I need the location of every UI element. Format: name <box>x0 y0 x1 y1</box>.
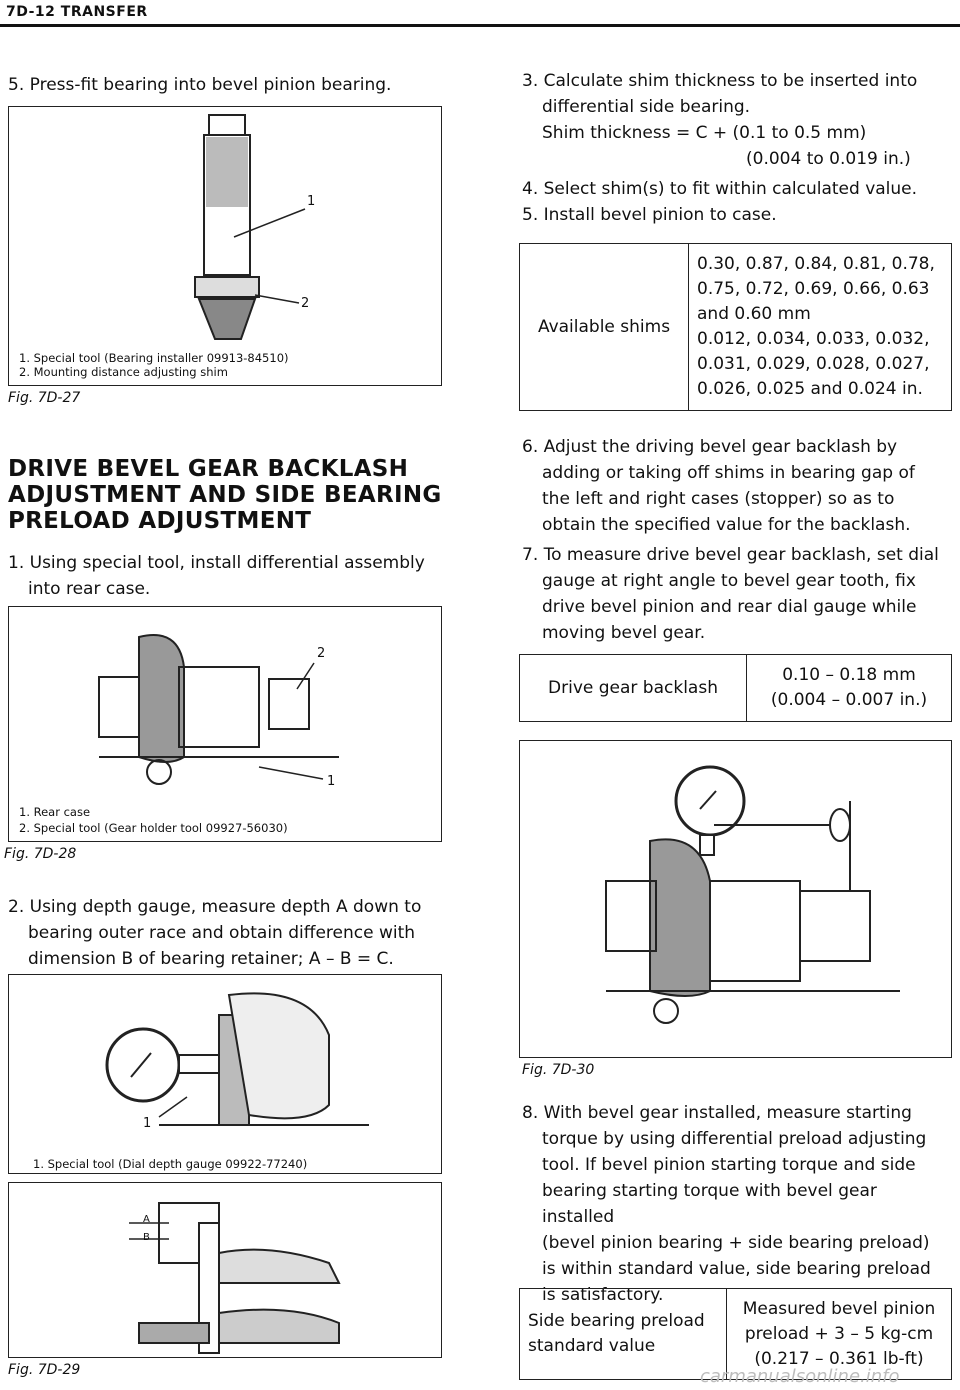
step-3-line-1: 3. Calculate shim thickness to be inserted into <box>522 71 918 91</box>
section-heading-line-3: PRELOAD ADJUSTMENT <box>8 508 312 534</box>
step-5-install-pinion: 5. Install bevel pinion to case. <box>522 205 777 225</box>
callout-2: 2 <box>301 296 310 311</box>
preload-value-line-3: (0.217 – 0.361 lb-ft) <box>754 1348 924 1369</box>
available-shims-table <box>519 243 952 411</box>
step-8-line-5: (bevel pinion bearing + side bearing preload) <box>542 1233 930 1253</box>
drive-gear-backlash-table <box>519 654 952 722</box>
step-8-line-1: 8. With bevel gear installed, measure starting <box>522 1103 912 1123</box>
step-6-line-2: adding or taking off shims in bearing gap of <box>542 463 915 483</box>
step-2-line-3: dimension B of bearing retainer; A – B = C. <box>28 949 394 969</box>
figure-label-7d-27: Fig. 7D-27 <box>8 390 81 406</box>
dimension-b: B <box>143 1232 150 1243</box>
step-5-press-fit: 5. Press-fit bearing into bevel pinion bearing. <box>8 75 392 95</box>
shim-values-line-2: 0.75, 0.72, 0.69, 0.66, 0.63 <box>697 279 930 299</box>
bearing-retainer-section-illustration <box>9 1183 443 1359</box>
dial-depth-gauge-illustration <box>9 975 443 1175</box>
step-2-line-1: 2. Using depth gauge, measure depth A down to <box>8 897 422 917</box>
step-4-select-shims: 4. Select shim(s) to fit within calculated value. <box>522 179 918 199</box>
step-1-line-1: 1. Using special tool, install differential assembly <box>8 553 425 573</box>
preload-label <box>520 1289 727 1380</box>
backlash-value-in: (0.004 – 0.007 in.) <box>770 690 928 710</box>
callout-2: 2 <box>317 646 326 661</box>
step-3-line-3: Shim thickness = C + (0.1 to 0.5 mm) <box>542 123 867 143</box>
step-7-line-4: moving bevel gear. <box>542 623 706 643</box>
figure-7d-28 <box>8 606 442 842</box>
step-8-line-6: is within standard value, side bearing preload <box>542 1259 931 1279</box>
step-2-line-2: bearing outer race and obtain difference with <box>28 923 416 943</box>
shim-values-line-3: and 0.60 mm <box>697 304 811 324</box>
step-3-line-2: differential side bearing. <box>542 97 751 117</box>
callout-1: 1 <box>327 774 336 789</box>
step-6-line-4: obtain the specified value for the backlash. <box>542 515 911 535</box>
preload-value-line-1: Measured bevel pinion <box>742 1298 936 1319</box>
legend-item-2: 2. Special tool (Gear holder tool 09927-56030) <box>19 821 288 835</box>
figure-label-7d-29: Fig. 7D-29 <box>8 1362 81 1378</box>
legend-item-1: 1. Rear case <box>19 805 91 819</box>
figure-7d-29 <box>8 1182 442 1358</box>
step-7-line-2: gauge at right angle to bevel gear tooth, fix <box>542 571 916 591</box>
legend-item-1: 1. Special tool (Bearing installer 09913-84510) <box>19 351 289 365</box>
legend-item-2: 2. Mounting distance adjusting shim <box>19 365 228 379</box>
dimension-a: A <box>143 1214 150 1225</box>
available-shims-values <box>689 244 952 411</box>
available-shims-label: Available shims <box>520 244 689 411</box>
step-1-install-differential <box>8 550 448 602</box>
shim-values-line-1: 0.30, 0.87, 0.84, 0.81, 0.78, <box>697 254 935 274</box>
watermark: carmanualsonline.info <box>700 1366 900 1387</box>
section-heading-line-2: ADJUSTMENT AND SIDE BEARING <box>8 482 442 508</box>
step-8-line-2: torque by using differential preload adjusting <box>542 1129 927 1149</box>
step-7-measure-backlash <box>522 542 954 646</box>
preload-label-line-2: standard value <box>528 1336 656 1356</box>
header-rule <box>0 24 960 27</box>
step-8-line-4: bearing starting torque with bevel gear installed <box>542 1181 877 1227</box>
step-8-starting-torque <box>522 1100 954 1308</box>
step-3-line-4: (0.004 to 0.019 in.) <box>746 149 911 169</box>
figure-7d-30 <box>519 740 952 1058</box>
figure-label-7d-28: Fig. 7D-28 <box>4 846 77 862</box>
step-6-adjust-backlash <box>522 434 954 538</box>
shim-values-line-4: 0.012, 0.034, 0.033, 0.032, <box>697 329 930 349</box>
page-header: 7D-12 TRANSFER <box>6 4 148 20</box>
shim-values-line-5: 0.031, 0.029, 0.028, 0.027, <box>697 354 930 374</box>
callout-1: 1 <box>307 194 316 209</box>
step-8-line-7: is satisfactory. <box>542 1285 664 1305</box>
backlash-label: Drive gear backlash <box>520 655 747 722</box>
preload-label-line-1: Side bearing preload <box>528 1311 705 1331</box>
section-heading-line-1: DRIVE BEVEL GEAR BACKLASH <box>8 456 409 482</box>
shim-values-line-6: 0.026, 0.025 and 0.024 in. <box>697 379 923 399</box>
step-3-calculate-shim <box>522 68 954 172</box>
step-7-line-1: 7. To measure drive bevel gear backlash, set dial <box>522 545 939 565</box>
callout-1: 1 <box>143 1116 152 1131</box>
step-2-depth-gauge <box>8 894 448 972</box>
step-1-line-2: into rear case. <box>28 579 151 599</box>
figure-label-7d-30: Fig. 7D-30 <box>522 1062 595 1078</box>
step-6-line-1: 6. Adjust the driving bevel gear backlash by <box>522 437 898 457</box>
legend-item-1: 1. Special tool (Dial depth gauge 09922-77240) <box>33 1157 308 1171</box>
backlash-value-mm: 0.10 – 0.18 mm <box>782 665 916 685</box>
figure-7d-27 <box>8 106 442 386</box>
bearing-installer-illustration <box>9 107 443 387</box>
backlash-values <box>747 655 952 722</box>
backlash-dial-gauge-illustration <box>520 741 953 1059</box>
step-6-line-3: the left and right cases (stopper) so as to <box>542 489 895 509</box>
preload-value-line-2: preload + 3 – 5 kg-cm <box>744 1323 934 1344</box>
step-7-line-3: drive bevel pinion and rear dial gauge while <box>542 597 917 617</box>
step-8-line-3: tool. If bevel pinion starting torque and side <box>542 1155 916 1175</box>
figure-dial-depth-gauge <box>8 974 442 1174</box>
